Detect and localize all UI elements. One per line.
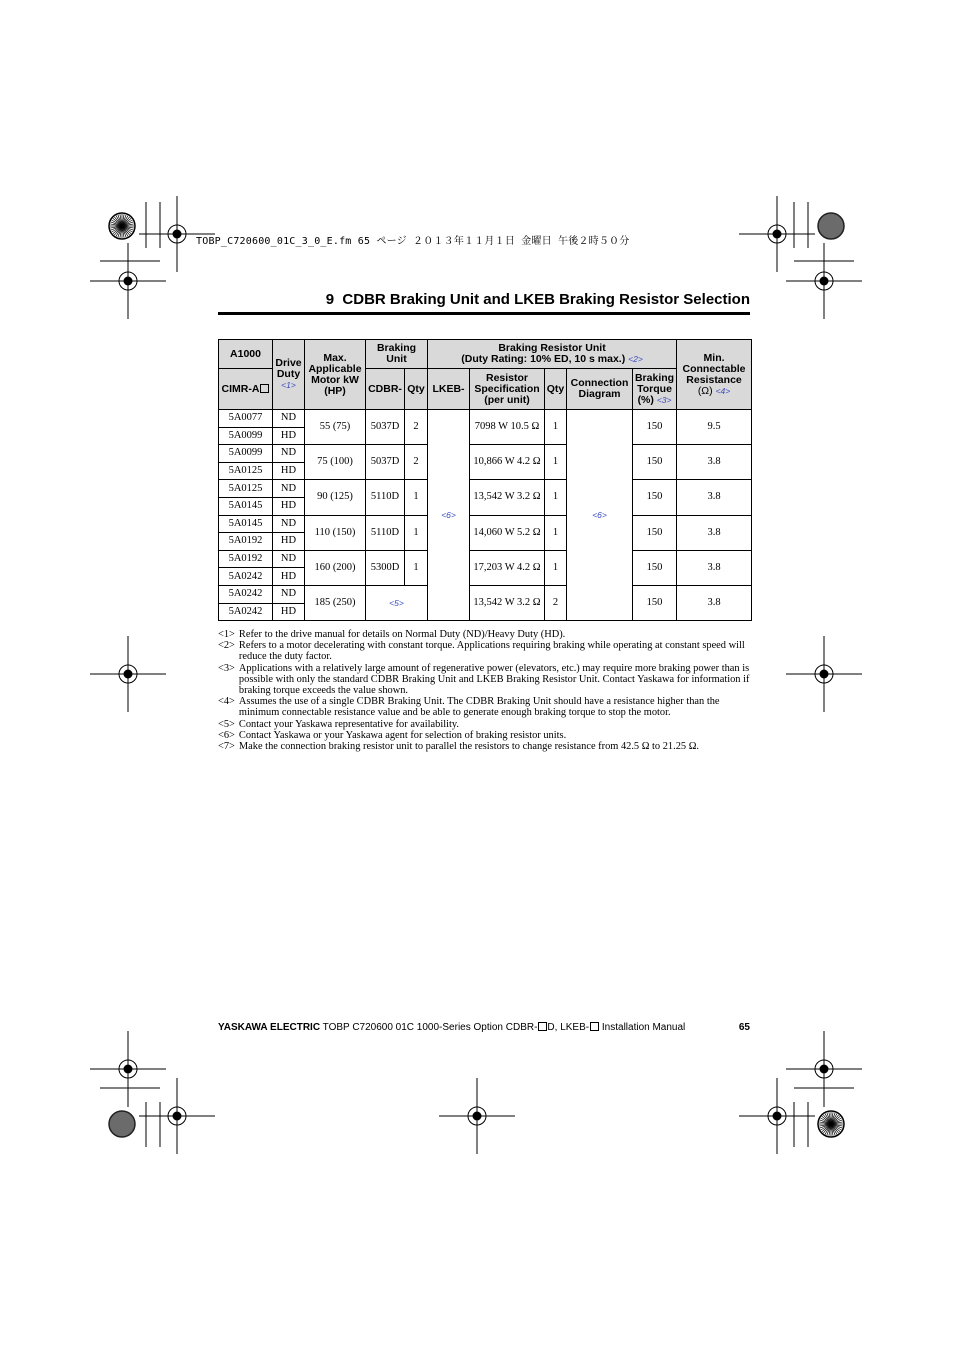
- footnote: <7> Make the connection braking resistor unit to parallel the resistors to change resistance from 42.5 Ω to 21.25 Ω.: [218, 741, 700, 753]
- duty-cell: HD: [273, 497, 305, 515]
- resistor-cell: 10,866 W 4.2 Ω: [470, 445, 545, 480]
- footnote: <4> Assumes the use of a single CDBR Braking Unit. The CDBR Braking Unit should have a resistance higher than the minimum connectable resistance value and be able to generate enough braking torque to stop the motor.: [218, 696, 720, 719]
- torque-cell: 150: [633, 515, 677, 550]
- duty-cell: HD: [273, 603, 305, 621]
- file-info-header: TOBP_C720600_01C_3_0_E.fm 65 ページ ２０１３年１１月１日 金曜日 午後２時５０分: [196, 236, 630, 247]
- header-min-resistance: Min. Connectable Resistance (Ω) <4>: [677, 340, 752, 410]
- torque-cell: 150: [633, 585, 677, 620]
- section-heading: [0, 291, 750, 308]
- res-qty-cell: 1: [545, 410, 567, 445]
- cdbr-cell: 5037D: [366, 410, 405, 445]
- min-res-cell: 3.8: [677, 585, 752, 620]
- cdbr-cell: 5110D: [366, 480, 405, 515]
- footnote: <1> Refer to the drive manual for details on Normal Duty (ND)/Heavy Duty (HD).: [218, 629, 566, 640]
- res-qty-cell: 1: [545, 445, 567, 480]
- table-row: [219, 410, 752, 428]
- resistor-cell: 7098 W 10.5 Ω: [470, 410, 545, 445]
- cdbr-cell: 5037D: [366, 445, 405, 480]
- header-lkeb: LKEB-: [428, 369, 470, 410]
- section-number: 9: [325, 291, 335, 308]
- connection-cell: [567, 410, 633, 621]
- header-braking-torque: Braking Torque (%) <3>: [633, 369, 677, 410]
- res-qty-cell: 1: [545, 480, 567, 515]
- motor-cell: 160 (200): [305, 550, 366, 585]
- cdbr-cell: 5110D: [366, 515, 405, 550]
- grey-target-icon: [818, 213, 844, 239]
- model-cell: 5A0242: [219, 603, 273, 621]
- table-row: [219, 550, 752, 568]
- footnote: <2> Refers to a motor decelerating with constant torque. Applications requiring braking while operating at constant speed will reduce the duty factor.: [218, 640, 745, 663]
- footer-doc: TOBP C720600 01C 1000-Series Option CDBR- D, LKEB- Installation Manual: [322, 1022, 686, 1033]
- header-braking-unit: Braking Unit: [366, 340, 428, 369]
- grey-target-icon: [109, 1111, 135, 1137]
- duty-cell: HD: [273, 533, 305, 551]
- duty-cell: ND: [273, 585, 305, 603]
- duty-cell: HD: [273, 427, 305, 445]
- table-row: [219, 585, 752, 603]
- cdbr-cell: [366, 585, 428, 620]
- res-qty-cell: 2: [545, 585, 567, 620]
- duty-cell: ND: [273, 550, 305, 568]
- header-a1000: A1000: [219, 340, 273, 369]
- duty-cell: ND: [273, 480, 305, 498]
- header-res-qty: Qty: [545, 369, 567, 410]
- header-connection: Connection Diagram: [567, 369, 633, 410]
- model-cell: 5A0125: [219, 480, 273, 498]
- page-number: 65: [738, 1022, 750, 1033]
- placeholder-box-icon: [260, 384, 269, 393]
- header-drive-duty: Drive Duty <1>: [273, 340, 305, 410]
- footer-brand: YASKAWA ELECTRIC: [218, 1022, 321, 1033]
- cdbr-qty-cell: 2: [405, 445, 428, 480]
- cdbr-qty-cell: 1: [405, 480, 428, 515]
- model-cell: 5A0242: [219, 568, 273, 586]
- motor-cell: 75 (100): [305, 445, 366, 480]
- resistor-cell: 17,203 W 4.2 Ω: [470, 550, 545, 585]
- resistor-cell: 13,542 W 3.2 Ω: [470, 480, 545, 515]
- table-row: [219, 515, 752, 533]
- min-res-cell: 9.5: [677, 410, 752, 445]
- table-row: [219, 445, 752, 463]
- duty-cell: HD: [273, 568, 305, 586]
- torque-cell: 150: [633, 550, 677, 585]
- resistor-cell: 14,060 W 5.2 Ω: [470, 515, 545, 550]
- ref-6: <6>: [441, 509, 456, 520]
- duty-cell: ND: [273, 410, 305, 428]
- min-res-cell: 3.8: [677, 445, 752, 480]
- model-cell: 5A0192: [219, 533, 273, 551]
- ref-6: <6>: [592, 509, 607, 520]
- model-cell: 5A0192: [219, 550, 273, 568]
- ref-1: <1>: [281, 380, 296, 390]
- header-braking-resistor-unit: Braking Resistor Unit (Duty Rating: 10% ED, 10 s max.) <2>: [428, 340, 677, 369]
- motor-cell: 185 (250): [305, 585, 366, 620]
- cdbr-cell: 5300D: [366, 550, 405, 585]
- header-cdbr-qty: Qty: [405, 369, 428, 410]
- header-max-motor: Max. Applicable Motor kW (HP): [305, 340, 366, 410]
- min-res-cell: 3.8: [677, 550, 752, 585]
- model-cell: 5A0242: [219, 585, 273, 603]
- footnote: <6> Contact Yaskawa or your Yaskawa agent for selection of braking resistor units.: [218, 729, 567, 741]
- motor-cell: 90 (125): [305, 480, 366, 515]
- cdbr-qty-cell: 1: [405, 515, 428, 550]
- model-cell: 5A0125: [219, 462, 273, 480]
- cdbr-qty-cell: 2: [405, 410, 428, 445]
- model-cell: 5A0145: [219, 497, 273, 515]
- header-cimr: CIMR-A: [219, 369, 273, 410]
- table-row: [219, 480, 752, 498]
- torque-cell: 150: [633, 445, 677, 480]
- model-cell: 5A0077: [219, 410, 273, 428]
- header-cdbr: CDBR-: [366, 369, 405, 410]
- braking-selection-table: [218, 339, 752, 621]
- lkeb-cell: [428, 410, 470, 621]
- duty-cell: ND: [273, 515, 305, 533]
- min-res-cell: 3.8: [677, 480, 752, 515]
- model-cell: 5A0099: [219, 427, 273, 445]
- model-cell: 5A0145: [219, 515, 273, 533]
- motor-cell: 55 (75): [305, 410, 366, 445]
- cdbr-qty-cell: 1: [405, 550, 428, 585]
- ref-2: <2>: [628, 354, 643, 364]
- duty-cell: HD: [273, 462, 305, 480]
- footnote: <5> Contact your Yaskawa representative for availability.: [218, 718, 459, 730]
- resistor-cell: 13,542 W 3.2 Ω: [470, 585, 545, 620]
- footnotes: [218, 629, 758, 752]
- section-title: CDBR Braking Unit and LKEB Braking Resistor Selection: [342, 291, 750, 308]
- ref-3: <3>: [656, 394, 672, 405]
- torque-cell: 150: [633, 480, 677, 515]
- res-qty-cell: 1: [545, 515, 567, 550]
- placeholder-box-icon: [590, 1022, 599, 1031]
- footnote: <3> Applications with a relatively large amount of regenerative power (elevators, etc.) may require more braking power than is possible with only the standard CDBR Braking Unit and LKEB Braking Resistor Unit. Contact Yaskawa for information if braking torque exceeds the value shown.: [218, 662, 750, 697]
- min-res-cell: 3.8: [677, 515, 752, 550]
- header-resistor-spec: Resistor Specification (per unit): [470, 369, 545, 410]
- page-footer: [218, 1022, 750, 1033]
- ref-4: <4>: [715, 385, 731, 396]
- model-cell: 5A0099: [219, 445, 273, 463]
- res-qty-cell: 1: [545, 550, 567, 585]
- section-rule: [218, 312, 750, 315]
- motor-cell: 110 (150): [305, 515, 366, 550]
- duty-cell: ND: [273, 445, 305, 463]
- torque-cell: 150: [633, 410, 677, 445]
- ref-5: <5>: [389, 597, 404, 608]
